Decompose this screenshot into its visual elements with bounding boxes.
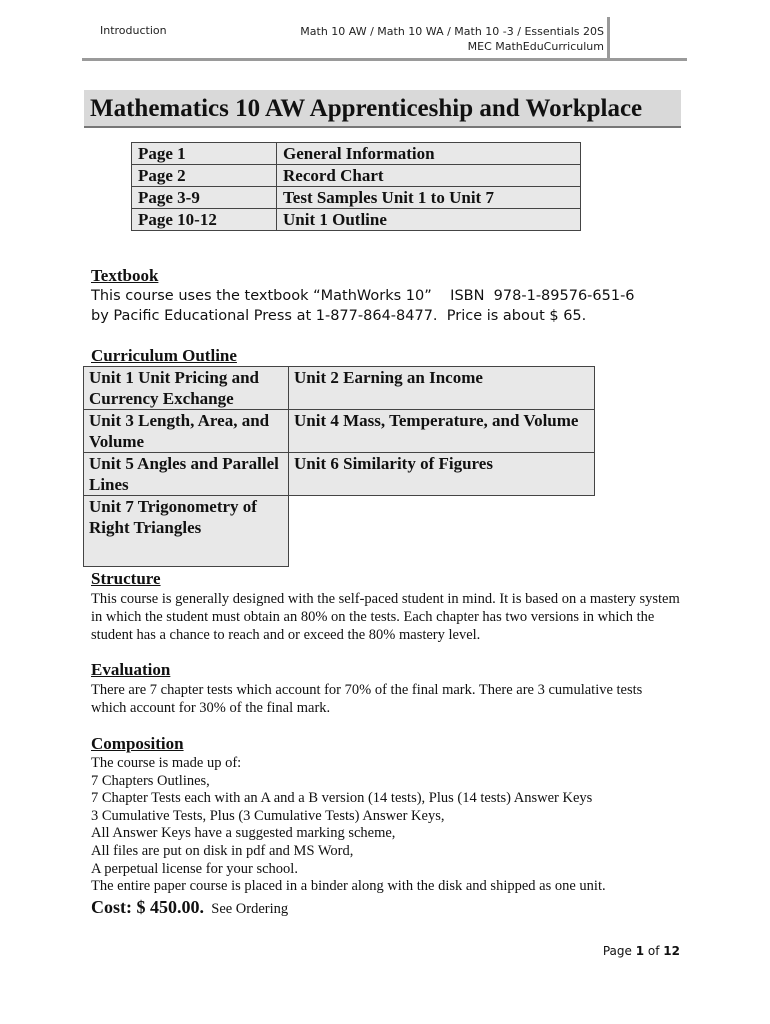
table-row (132, 187, 581, 209)
cost-amount: Cost: $ 450.00. (91, 897, 204, 917)
composition-heading: Composition (91, 734, 184, 753)
list-item: All files are put on disk in pdf and MS Word, (91, 842, 354, 859)
list-item: The course is made up of: (91, 755, 242, 771)
table-row (132, 165, 581, 187)
header-section-label: Introduction (100, 24, 167, 37)
textbook-heading: Textbook (91, 266, 159, 285)
page-content-cell: Test Samples Unit 1 to Unit 7 (277, 187, 581, 209)
textbook-line: by Pacific Educational Press at 1-877-864-8477. Price is about $ 65. (91, 308, 587, 324)
evaluation-text: There are 7 chapter tests which account for 70% of the final mark. There are 3 cumulative tests which account for 30% of the final mark. (91, 682, 643, 716)
page-content-cell: Record Chart (277, 165, 581, 187)
page-content-cell: Unit 1 Outline (277, 209, 581, 231)
textbook-info (91, 286, 635, 326)
structure-text: This course is generally designed with the self-paced student in mind. It is based on a mastery system in which the student must obtain an 80% on the tests. Each chapter has two versions in which the student has a chance to reach and or exceed the 80% mastery level. (91, 591, 680, 643)
page-number-cell: Page 1 (132, 143, 277, 165)
empty-cell (289, 496, 595, 567)
cost-line (91, 897, 288, 918)
header-course-info (204, 24, 604, 54)
list-item: 7 Chapter Tests each with an A and a B version (14 tests), Plus (14 tests) Answer Keys (91, 790, 593, 807)
ordering-note: See Ordering (211, 901, 289, 917)
list-item: All Answer Keys have a suggested marking scheme, (91, 825, 396, 842)
table-row (84, 367, 595, 410)
unit-cell: Unit 2 Earning an Income (289, 367, 595, 410)
header-vertical-rule (607, 17, 610, 59)
page-label: Page (602, 944, 636, 958)
curriculum-heading: Curriculum Outline (91, 346, 237, 365)
current-page-number: 1 (635, 944, 645, 958)
page-content-cell: General Information (277, 143, 581, 165)
header-course-line: Math 10 AW / Math 10 WA / Math 10 -3 / Essentials 20S (300, 25, 604, 38)
table-row (132, 209, 581, 231)
list-item: The entire paper course is placed in a binder along with the disk and shipped as one unit. (91, 878, 606, 895)
page-footer (603, 944, 680, 958)
unit-cell: Unit 1 Unit Pricing and Currency Exchange (84, 367, 289, 410)
composition-list (91, 755, 606, 896)
curriculum-table (83, 366, 595, 567)
unit-cell: Unit 3 Length, Area, and Volume (84, 410, 289, 453)
table-row (84, 496, 595, 567)
header-publisher-line: MEC MathEduCurriculum (467, 40, 604, 53)
table-row (132, 143, 581, 165)
table-row (84, 410, 595, 453)
list-item: 3 Cumulative Tests, Plus (3 Cumulative Tests) Answer Keys, (91, 807, 445, 824)
unit-cell: Unit 6 Similarity of Figures (289, 453, 595, 496)
total-page-number: 12 (663, 944, 680, 958)
list-item: A perpetual license for your school. (91, 860, 298, 877)
table-row (84, 453, 595, 496)
evaluation-heading: Evaluation (91, 660, 171, 679)
pages-table (131, 142, 581, 231)
page-number-cell: Page 2 (132, 165, 277, 187)
unit-cell: Unit 4 Mass, Temperature, and Volume (289, 410, 595, 453)
page-number-cell: Page 3-9 (132, 187, 277, 209)
textbook-line: This course uses the textbook “MathWorks 10” ISBN 978-1-89576-651-6 (91, 288, 635, 304)
page-of-label: of (644, 944, 664, 958)
list-item: 7 Chapters Outlines, (91, 772, 210, 789)
structure-heading: Structure (91, 569, 161, 588)
document-title: Mathematics 10 AW Apprenticeship and Workplace (84, 90, 681, 128)
header-horizontal-rule (82, 58, 687, 61)
unit-cell: Unit 5 Angles and Parallel Lines (84, 453, 289, 496)
unit-cell: Unit 7 Trigonometry of Right Triangles (84, 496, 289, 567)
page-number-cell: Page 10-12 (132, 209, 277, 231)
